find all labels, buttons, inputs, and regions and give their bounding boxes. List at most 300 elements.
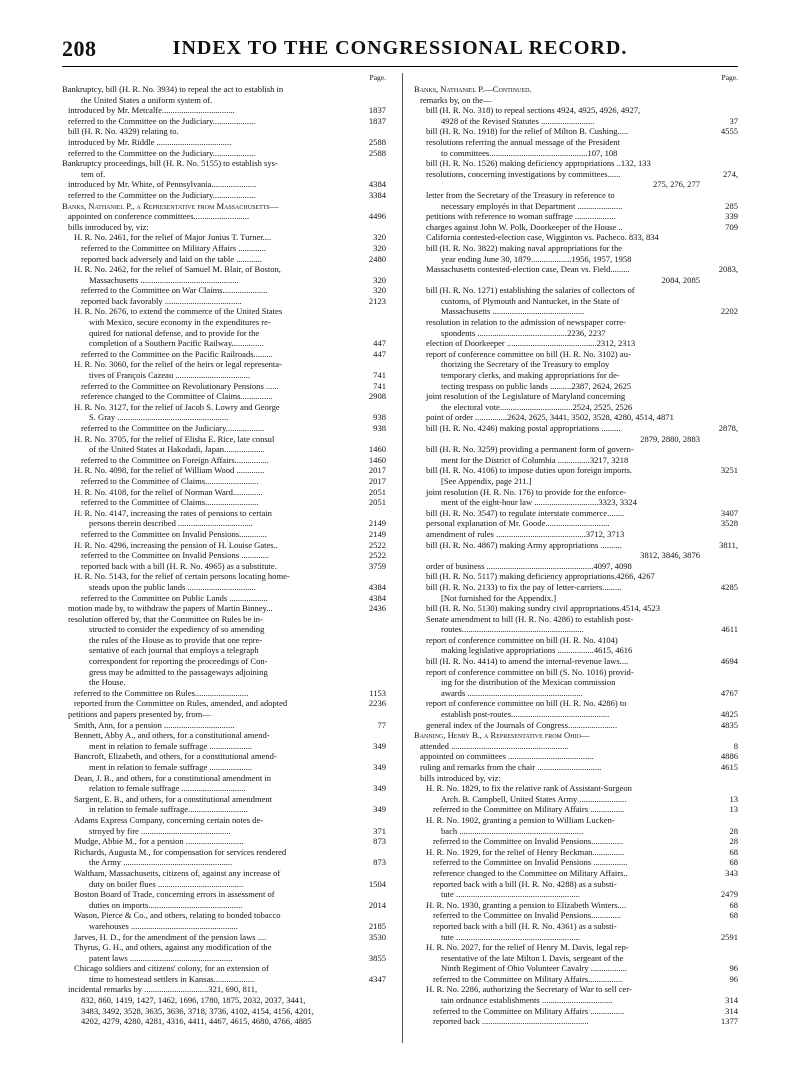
index-entry-line	[62, 412, 386, 423]
entry-text: referred to the Committee on Public Lands ..................	[81, 592, 268, 603]
index-entry-line	[62, 974, 386, 985]
entry-text: referred to the Committee on the Judiciary....................	[68, 189, 256, 200]
page-reference: 1837	[368, 105, 386, 116]
index-entry-line	[414, 698, 738, 709]
index-entry-line	[62, 275, 386, 286]
index-entry-line	[414, 773, 738, 784]
entry-text: incidental remarks by ..............................321, 690, 811,	[68, 984, 258, 995]
page-reference: 3811,	[719, 539, 738, 550]
entry-text: bill (H. R. No. 1918) for the relief of Milton B. Cushing.....	[426, 126, 629, 137]
index-entry-line	[62, 465, 386, 476]
entry-text: the United States a uniform system of.	[81, 94, 213, 105]
entry-text: bill (H. R. No. 5117) making deficiency appropriations.4266, 4267	[426, 571, 655, 582]
page-reference: 938	[373, 423, 386, 433]
entry-text: resolution offered by, that the Committee on Rules be in-	[68, 613, 263, 624]
entry-text: H. R. No. 2462, for the relief of Samuel M. Blair, of Boston,	[74, 264, 281, 275]
index-entry-line	[62, 614, 386, 625]
entry-text: H. R. No. 5143, for the relief of certain persons locating home-	[74, 571, 290, 582]
page-reference: 339	[725, 211, 738, 222]
page-reference: 2123	[368, 295, 386, 306]
index-entry-line	[414, 264, 738, 275]
index-entry-line	[414, 582, 738, 593]
entry-text: ment in relation to female suffrage ....................	[89, 740, 253, 751]
entry-text: charges against John W. Polk, Doorkeeper of the House ..	[426, 221, 623, 232]
entry-text: patent laws ................................................	[89, 952, 233, 963]
entry-text: report of conference committee on bill (H. R. No. 3102) au-	[426, 348, 631, 359]
entry-text: relation to female suffrage ..............................	[89, 783, 246, 794]
page-reference: 4496	[368, 211, 386, 222]
index-entry-line	[62, 995, 386, 1006]
page-reference: 2185	[368, 920, 386, 931]
page-reference: 2017	[368, 465, 386, 476]
page-reference: 4835	[720, 719, 738, 730]
index-entry-line	[62, 148, 386, 159]
page-reference: 2588	[368, 136, 386, 147]
page-reference: 4615	[720, 762, 738, 772]
index-entry-line	[62, 328, 386, 339]
page-reference: 2149	[368, 528, 386, 539]
page-reference: 2083,	[718, 264, 738, 275]
index-entry-line	[414, 254, 738, 265]
entry-text: referred to the Committee of Claims.........................	[81, 475, 259, 486]
index-entry-line	[62, 232, 386, 243]
index-entry-line	[62, 984, 386, 995]
index-entry-line	[414, 222, 738, 233]
entry-text: establish post-routes..............................................	[441, 709, 610, 720]
index-entry-line	[62, 190, 386, 201]
entry-text: the rules of the House as to provide that one repre-	[89, 634, 263, 645]
entry-text: 3812, 3846, 3876	[640, 550, 700, 561]
entry-text: ment for the District of Columbia ...............3217, 3218	[441, 454, 629, 465]
index-entry-line	[414, 635, 738, 646]
index-entry-line	[62, 306, 386, 317]
page-reference: 68	[729, 910, 738, 921]
entry-text: H. R. No. 4147, increasing the rates of pensions to certain	[74, 507, 272, 518]
index-entry-line	[62, 434, 386, 445]
entry-text: Bankruptcy, bill (H. R. No. 3934) to repeal the act to establish in	[62, 84, 284, 94]
page-reference: 1460	[368, 444, 386, 455]
entry-text: time to homestead settlers in Kansas...................	[89, 973, 255, 984]
entry-text: Banning, Henry B., a Representative from Ohio—	[414, 730, 590, 741]
left-column	[62, 73, 386, 1027]
index-entry-line	[414, 306, 738, 317]
entry-text: bill (H. R. No. 4246) making postal appropriations .........	[426, 423, 621, 433]
page-reference: 13	[729, 804, 738, 815]
index-entry-line	[414, 794, 738, 805]
page-reference: 3384	[368, 189, 386, 200]
index-entry-line	[62, 370, 386, 381]
index-entry-line	[62, 751, 386, 762]
entry-text: tute ..........................................................	[441, 889, 580, 900]
page-reference: 3530	[368, 931, 386, 942]
index-entry-line	[414, 349, 738, 360]
index-entry-line	[62, 889, 386, 900]
entry-text: bill (H. R. No. 3547) to regulate interstate commerce........	[426, 507, 625, 518]
entry-text: H. R. No. 3060, for the relief of the heirs or legal representa-	[74, 359, 282, 370]
entry-text: sentative of each journal that employs a telegraph	[89, 645, 259, 656]
page-reference: 68	[729, 899, 738, 910]
entry-text: resolutions referring the annual message of the President	[426, 136, 620, 147]
page-reference: 2522	[368, 550, 386, 561]
index-entry-line	[414, 550, 738, 561]
entry-text: 2879, 2880, 2883	[640, 433, 700, 444]
page-reference: 3528	[720, 518, 738, 529]
entry-text: point of order ...............2624, 2625, 3441, 3502, 3528, 4280, 4514, 4871	[426, 412, 674, 423]
index-entry-line	[62, 508, 386, 519]
index-entry-line	[414, 751, 738, 762]
index-entry-line	[414, 232, 738, 243]
entry-text: Massachusetts contested-election case, Dean vs. Field.........	[426, 264, 630, 275]
page-reference: 709	[725, 221, 738, 232]
page-reference: 1504	[368, 878, 386, 889]
index-entry-line	[62, 624, 386, 635]
entry-text: ing for the distribution of the Mexican commission	[441, 677, 616, 688]
index-entry-line	[414, 741, 738, 752]
page-reference: 4285	[720, 581, 738, 592]
page-reference: 3855	[368, 952, 386, 963]
entry-text: tute ..........................................................	[441, 931, 580, 942]
index-entry-line	[62, 95, 386, 106]
entry-text: referred to the Committee on Military Affairs................	[433, 973, 623, 984]
entry-text: H. R. No. 3127, for the relief of Jacob S. Lowry and George	[74, 401, 280, 412]
index-entry-line	[62, 338, 386, 349]
page-reference: 314	[725, 1005, 738, 1016]
page-reference: 274,	[723, 168, 738, 179]
index-entry-line	[414, 412, 738, 423]
entry-text: customs, of Plymouth and Nantucket, in the State of	[441, 295, 620, 306]
index-entry-line	[62, 444, 386, 455]
entry-text: H. R. No. 4108, for the relief of Norman Ward..............	[74, 486, 263, 497]
entry-text: reference changed to the Committee of Claims...............	[81, 391, 273, 402]
page-reference: 4886	[720, 751, 738, 762]
entry-text: H. R. No. 4296, increasing the pension of H. Louise Gates..	[74, 539, 278, 550]
entry-text: H. R. No. 2286, authorizing the Secretary of War to sell cer-	[426, 984, 632, 995]
entry-text: appointed on committees ........................................	[420, 751, 594, 762]
index-entry-line	[62, 529, 386, 540]
entry-text: Richards, Augusta M., for compensation for services rendered	[74, 846, 287, 857]
entry-text: referred to the Committee on Invalid Pensions...............	[433, 836, 624, 847]
entry-text: H. R. No. 1930, granting a pension to Elizabeth Winters....	[426, 899, 627, 910]
page-reference: 2479	[720, 889, 738, 900]
index-entry-line	[62, 688, 386, 699]
page-reference: 4694	[720, 656, 738, 667]
entry-text: Sargent, E. B., and others, for a constitutional amendment	[74, 793, 273, 804]
page-reference: 371	[373, 825, 386, 836]
page-reference: 2480	[368, 253, 386, 264]
entry-text: reported back adversely and laid on the table ............	[81, 253, 262, 264]
entry-text: stroyed by fire ..........................................	[89, 825, 231, 836]
index-entry-line	[414, 688, 738, 699]
page-reference: 68	[729, 846, 738, 857]
index-entry-line	[62, 804, 386, 815]
entry-text: referred to the Committee on Invalid Pensions..............	[433, 910, 621, 921]
entry-text: bill (H. R. No. 4329) relating to.	[68, 126, 179, 137]
index-entry-line	[62, 243, 386, 254]
index-entry-line	[62, 730, 386, 741]
page-reference: 4825	[720, 709, 738, 720]
page-reference: 37	[729, 115, 738, 126]
index-entry-line	[62, 836, 386, 847]
page-header	[62, 36, 738, 67]
page-reference: 4384	[368, 581, 386, 592]
entry-text: warehouses ..................................................	[89, 920, 238, 931]
index-entry-line	[62, 264, 386, 275]
entry-text: referred to the Committee on the Judiciary....................	[68, 115, 256, 126]
index-entry-line	[414, 836, 738, 847]
page-reference: 8	[733, 740, 738, 751]
index-entry-line	[62, 285, 386, 296]
index-entry-line	[414, 868, 738, 879]
entry-text: reported back with a bill (H. R. No. 4361) as a substi-	[433, 920, 617, 931]
entry-text: Massachusetts ..............................................	[89, 274, 239, 285]
index-entry-line	[414, 423, 738, 434]
index-entry-line	[62, 720, 386, 731]
index-entry-line	[62, 296, 386, 307]
entry-text: introduced by Mr. White, of Pennsylvania.....................	[68, 179, 257, 190]
page-reference: 938	[373, 412, 386, 423]
entry-text: Massachusetts ...........................................	[441, 306, 585, 317]
index-entry-line	[62, 137, 386, 148]
index-entry-line	[414, 179, 738, 190]
entry-text: bill (H. R. No. 4867) making Army appropriations ..........	[426, 539, 622, 550]
index-entry-line	[62, 635, 386, 646]
page-reference: 4555	[720, 126, 738, 137]
index-entry-line	[62, 921, 386, 932]
index-entry-line	[62, 201, 386, 212]
index-entry-line	[414, 476, 738, 487]
entry-text: the Army ...................................................	[89, 857, 233, 868]
index-entry-line	[62, 211, 386, 222]
index-entry-line	[62, 381, 386, 392]
index-entry-line	[414, 910, 738, 921]
entry-text: report of conference committee on bill (H. R. No. 4104)	[426, 634, 618, 645]
index-entry-line	[414, 677, 738, 688]
index-entry-line	[414, 95, 738, 106]
entry-text: temporary clerks, and making appropriations for de-	[441, 370, 620, 381]
index-entry-line	[62, 349, 386, 360]
index-entry-line	[414, 84, 738, 95]
page-reference: 741	[373, 380, 386, 391]
index-entry-line	[62, 105, 386, 116]
page-reference: 4347	[368, 973, 386, 984]
index-entry-line	[414, 942, 738, 953]
index-entry-line	[414, 656, 738, 667]
entry-text: motion made by, to withdraw the papers of Martin Binney...	[68, 603, 273, 614]
index-entry-line	[414, 359, 738, 370]
index-entry-line	[62, 879, 386, 890]
entry-text: bill (H. R. No. 3822) making naval appropriations for the	[426, 242, 623, 253]
page-reference: 2202	[720, 306, 738, 317]
index-entry-line	[414, 158, 738, 169]
entry-text: ruling and remarks from the chair ..............................	[420, 762, 602, 772]
index-entry-line	[62, 455, 386, 466]
entry-text: bill (H. R. No. 5130) making sundry civil appropriations.4514, 4523	[426, 603, 661, 614]
entry-text: reported back with a bill (H. R. No. 4965) as a substitute.	[81, 560, 277, 571]
index-entry-line	[414, 275, 738, 286]
index-entry-line	[414, 529, 738, 540]
index-entry-line	[414, 624, 738, 635]
entry-text: H. R. No. 2676, to extend the commerce of the United States	[74, 306, 283, 317]
index-entry-line	[414, 921, 738, 932]
index-entry-line	[62, 487, 386, 498]
index-entry-line	[62, 571, 386, 582]
page-column-label: Page.	[721, 73, 738, 82]
index-entry-line	[62, 116, 386, 127]
entry-text: bill (H. R. No. 318) to repeal sections 4924, 4925, 4926, 4927,	[426, 105, 641, 116]
page-reference: 343	[725, 867, 738, 878]
entry-text: bill (H. R. No. 3259) providing a permanent form of govern-	[426, 444, 634, 455]
entry-text: H. R. No. 1929, for the relief of Henry Beckman...............	[426, 846, 625, 857]
index-entry-line	[62, 126, 386, 137]
page-reference: 2588	[368, 147, 386, 158]
entry-text: bill (H. R. No. 4414) to amend the internal-revenue laws....	[426, 656, 629, 667]
page-reference: 96	[729, 963, 738, 974]
entry-text: referred to the Committee on Military Affairs ................	[433, 804, 625, 815]
entry-text: H. R. No. 3705, for the relief of Elisha E. Rice, late consul	[74, 433, 275, 444]
page-title: INDEX TO THE CONGRESSIONAL RECORD.	[172, 37, 628, 59]
index-entry-line	[414, 148, 738, 159]
index-entry-line	[62, 656, 386, 667]
entry-text: the House.	[89, 677, 126, 688]
index-entry-line	[414, 1016, 738, 1027]
index-entry-line	[414, 667, 738, 678]
entry-text: general index of the Journals of Congress.......................	[426, 719, 618, 730]
index-entry-line	[414, 847, 738, 858]
index-entry-line	[414, 508, 738, 519]
page-reference: 320	[373, 285, 386, 296]
entry-text: tives of François Cazeau ...................................	[89, 370, 251, 381]
entry-text: thorizing the Secretary of the Treasury to employ	[441, 359, 610, 370]
index-entry-line	[62, 963, 386, 974]
index-entry-line	[62, 497, 386, 508]
entry-text: Mudge, Abbie M., for a pension ...........................	[74, 836, 244, 847]
entry-text: the electoral vote..................................2524, 2525, 2526	[441, 401, 633, 412]
entry-text: correspondent for reporting the proceedings of Con-	[89, 656, 268, 667]
index-entry-line	[62, 550, 386, 561]
entry-text: Jarves, H. D., for the amendment of the pension laws ....	[74, 931, 267, 942]
page-reference: 349	[373, 804, 386, 815]
entry-text: referred to the Committee on Invalid Pensions ................	[433, 857, 628, 868]
index-entry-line	[414, 328, 738, 339]
index-entry-line	[414, 762, 738, 773]
index-entry-line	[62, 540, 386, 551]
index-entry-line	[414, 614, 738, 625]
entry-text: tecting trespass on public lands ..........2387, 2624, 2625	[441, 380, 632, 391]
entry-text: Senate amendment to bill (H. R. No. 4286) to establish post-	[426, 613, 634, 624]
page-reference: 873	[373, 857, 386, 868]
entry-text: of the United States at Hakodadi, Japan...................	[89, 444, 265, 455]
entry-text: with Mexico, secure economy in the expenditures re-	[89, 317, 271, 328]
index-entry-line	[62, 815, 386, 826]
entry-text: Bennett, Abby A., and others, for a constitutional amend-	[74, 730, 270, 741]
column-divider	[402, 73, 403, 1043]
entry-text: Banks, Nathaniel P.—Continued.	[414, 84, 532, 94]
index-entry-line	[414, 126, 738, 137]
entry-text: H. R. No. 1902, granting a pension to William Lucken-	[426, 814, 615, 825]
entry-text: remarks by, on the—	[420, 94, 492, 105]
page-reference: 349	[373, 740, 386, 751]
index-entry-line	[414, 593, 738, 604]
entry-text: 4202, 4279, 4280, 4281, 4316, 4411, 4467, 4615, 4680, 4766, 4885	[81, 1016, 312, 1027]
entry-text: Chicago soldiers and citizens' colony, for an extension of	[74, 963, 269, 974]
index-entry-line	[414, 720, 738, 731]
index-entry-line	[62, 677, 386, 688]
entry-text: bach ..........................................................	[441, 825, 584, 836]
entry-text: [See Appendix, page 211.]	[441, 475, 532, 486]
page-reference: 320	[373, 274, 386, 285]
entry-text: 4928 of the Revised Statutes .........................	[441, 115, 595, 126]
index-entry-line	[414, 243, 738, 254]
page-reference: 2236	[368, 698, 386, 709]
index-entry-line	[62, 857, 386, 868]
index-entry-line	[62, 709, 386, 720]
right-column	[414, 73, 738, 1027]
entry-text: completion of a Southern Pacific Railway...............	[89, 338, 264, 349]
entry-text: joint resolution of the Legislature of Maryland concerning	[426, 391, 626, 402]
entry-text: Waltham, Massachusetts, citizens of, against any increase of	[74, 867, 281, 878]
index-entry-line	[414, 402, 738, 413]
entry-text: bills introduced by, viz:	[420, 772, 501, 783]
entry-text: referred to the Committee on Invalid Pensions.............	[81, 528, 267, 539]
index-entry-line	[62, 582, 386, 593]
index-entry-line	[414, 381, 738, 392]
index-entry-line	[414, 963, 738, 974]
entry-text: Arch. B. Campbell, United States Army ......................	[441, 793, 627, 804]
index-entry-line	[414, 804, 738, 815]
index-entry-line	[414, 116, 738, 127]
index-entry-line	[414, 434, 738, 445]
page-reference: 349	[373, 762, 386, 772]
page-reference: 4611	[721, 624, 738, 635]
entry-text: bill (H. R. No. 1271) establishing the salaries of collectors of	[426, 285, 635, 296]
entry-text: Bancroft, Elizabeth, and others, for a constitutional amend-	[74, 751, 277, 762]
page-reference: 2908	[368, 391, 386, 402]
entry-text: referred to the Committee on the Pacific Railroads.........	[81, 348, 273, 359]
index-entry-line	[62, 84, 386, 95]
page-reference: 2149	[368, 518, 386, 529]
entry-text: California contested-election case, Wigginton vs. Pacheco. 833, 834	[426, 232, 659, 243]
entry-text: gress may be admitted to the passageways adjoining	[89, 666, 268, 677]
index-entry-line	[62, 773, 386, 784]
entry-text: bill (H. R. No. 4106) to impose duties upon foreign imports.	[426, 465, 633, 476]
index-entry-line	[414, 540, 738, 551]
index-entry-line	[62, 402, 386, 413]
entry-text: structed to consider the expediency of so amending	[89, 624, 265, 635]
entry-text: referred to the Committee on War Claims.....................	[81, 285, 268, 296]
page-reference: 873	[373, 836, 386, 847]
index-entry-line	[414, 455, 738, 466]
index-entry-line	[62, 868, 386, 879]
entry-text: duty on boiler flues ........................................	[89, 878, 244, 889]
page-reference: 28	[729, 836, 738, 847]
entry-text: introduced by Mr. Riddle ...................................	[68, 136, 232, 147]
entry-text: 275, 276, 277	[652, 179, 700, 190]
index-entry-line	[414, 137, 738, 148]
page-reference: 3251	[720, 465, 738, 476]
page-reference: 320	[373, 232, 386, 243]
index-entry-line	[414, 497, 738, 508]
entry-text: [Not furnished for the Appendix.]	[441, 592, 557, 603]
page-reference: 2436	[368, 603, 386, 614]
index-entry-line	[62, 794, 386, 805]
entry-text: order of business ..................................................4097, 4098	[426, 560, 632, 571]
entry-text: year ending June 30, 1879...................1956, 1957, 1958	[441, 253, 632, 264]
page-reference: 2014	[368, 899, 386, 910]
entry-text: attended .......................................................	[420, 740, 569, 751]
page-reference: 68	[729, 857, 738, 868]
page-reference: 28	[729, 825, 738, 836]
page-reference: 447	[373, 338, 386, 349]
